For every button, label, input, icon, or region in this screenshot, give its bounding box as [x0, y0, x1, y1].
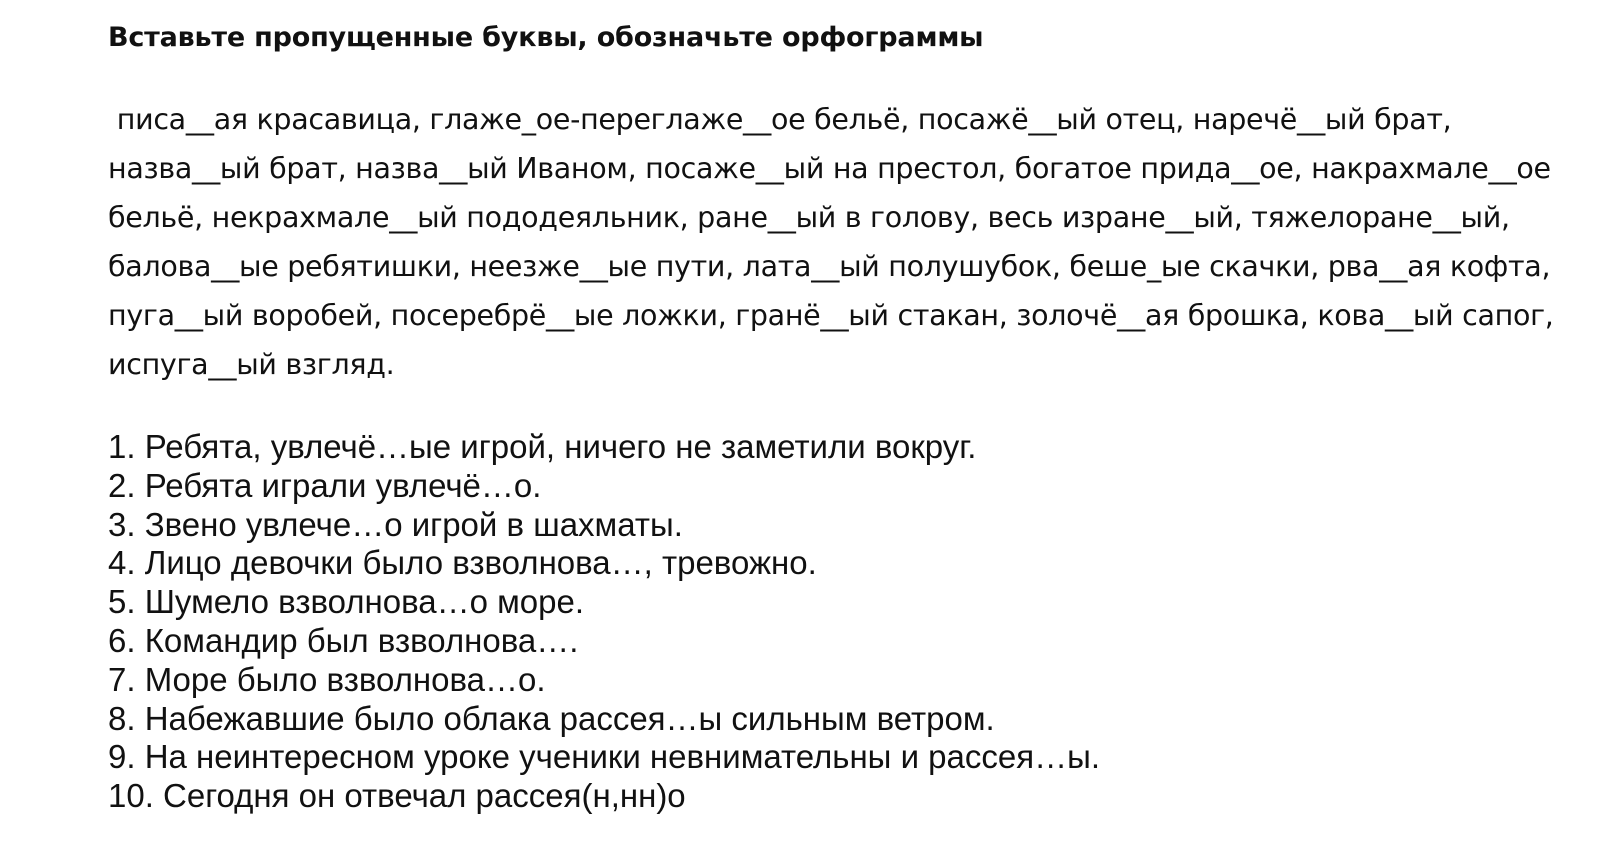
- paragraph-line: испуга__ый взгляд.: [108, 348, 395, 381]
- sentence-list: [108, 428, 1508, 816]
- paragraph-line: пуга__ый воробей, посеребрё__ые ложки, гранё__ый стакан, золочё__ая брошка, кова__ый сапог,: [108, 299, 1554, 332]
- list-item: 4. Лицо девочки было взволнова…, тревожно.: [108, 544, 817, 582]
- paragraph-line: балова__ые ребятишки, неезже__ые пути, лата__ый полушубок, беше_ые скачки, рва__ая кофта,: [108, 250, 1551, 283]
- list-item: 7. Море было взволнова…о.: [108, 660, 546, 698]
- page-title: Вставьте пропущенные буквы, обозначьте орфограммы: [108, 22, 984, 53]
- list-item: 3. Звено увлече…о игрой в шахматы.: [108, 505, 683, 543]
- list-item: 2. Ребята играли увлечё…о.: [108, 466, 542, 504]
- list-item: 10. Сегодня он отвечал рассея(н,нн)о: [108, 777, 686, 815]
- list-item: 5. Шумело взволнова…о море.: [108, 583, 585, 621]
- list-item: 8. Набежавшие было облака рассея…ы сильным ветром.: [108, 699, 995, 737]
- paragraph-line: бельё, некрахмале__ый пододеяльник, ране__ый в голову, весь изране__ый, тяжелоране__ый,: [108, 201, 1510, 234]
- list-item: 9. На неинтересном уроке ученики невнимательны и рассея…ы.: [108, 738, 1100, 776]
- list-item: 6. Командир был взволнова….: [108, 621, 579, 659]
- paragraph-line: писа__ая красавица, глаже_ое-переглаже__ое бельё, посажё__ый отец, наречё__ый брат,: [108, 103, 1452, 136]
- exercise-paragraph: [108, 95, 1608, 389]
- paragraph-line: назва__ый брат, назва__ый Иваном, посаже__ый на престол, богатое прида__ое, накрахмале__ое: [108, 152, 1551, 185]
- list-item: 1. Ребята, увлечё…ые игрой, ничего не заметили вокруг.: [108, 428, 977, 465]
